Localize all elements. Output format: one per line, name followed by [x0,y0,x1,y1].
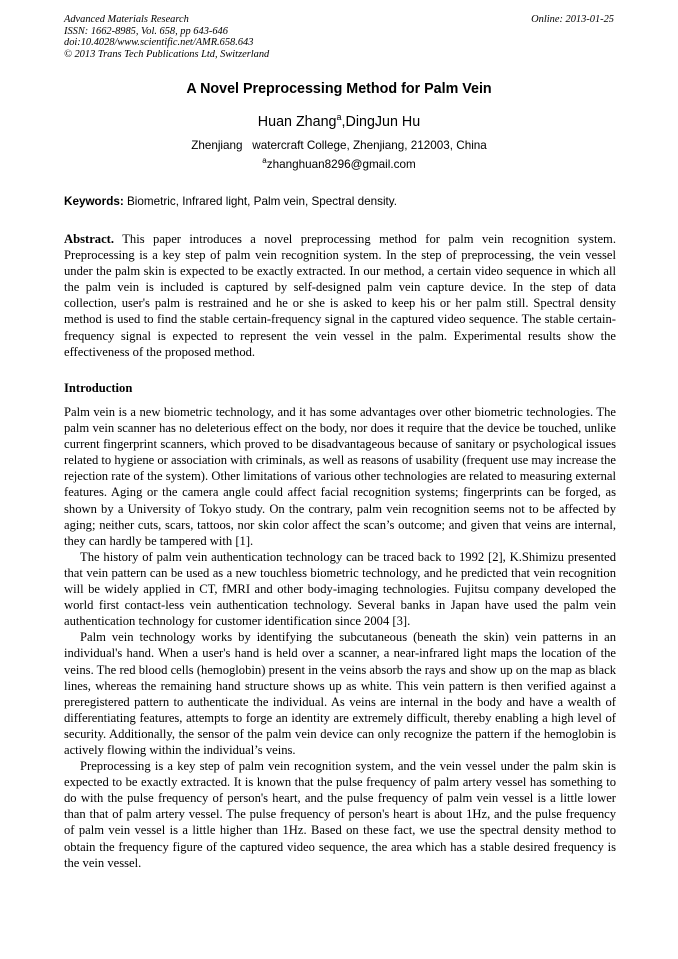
paragraph: Palm vein is a new biometric technology, and it has some advantages over other biometric technologies. The palm vein scanner has no deleterious effect on the body, nor does it require that the device be touched, unlike current fingerprint scanners, which proved to be disadvantageous because of sanitary or psychological issues related to hygiene or association with criminals, as well as reasons of usability (frequent use may increase the rejection rate of the system). Other limitations of various other technologies are related to measuring external features. Aging or the camera angle could affect facial recognition systems; fingerprints can be forged, as shown by a University of Tokyo study. On the contrary, palm vein recognition seems not to be affected by aging; neither cuts, scars, tattoos, nor skin color affect the scan’s outcome; and given that veins are internal, they can hardly be tampered with [1]. [64,405,616,548]
author-name: Huan Zhang [257,114,337,130]
journal-header [64,14,269,60]
author-name: ,DingJun Hu [341,114,421,130]
author-line [0,114,678,130]
keywords-label: Keywords: [64,195,124,208]
email-address[interactable]: zhanghuan8296@gmail.com [266,158,416,171]
author-email [0,158,678,171]
abstract-label: Abstract. [64,232,115,246]
email-superscript: a [262,156,267,165]
introduction-body [64,404,616,871]
keywords-text: Biometric, Infrared light, Palm vein, Spectral density. [123,195,398,208]
online-date: Online: 2013-01-25 [531,14,614,25]
paragraph: The history of palm vein authentication technology can be traced back to 1992 [2], K.Shimizu presented that vein pattern can be used as a new touchless biometric technology, and he predicted that vein recognition will be widely applied in CT, fMRI and other body-imaging technologies. Fujitsu company developed the world first contact-less vein authentication technology. Several banks in Japan have used the palm vein authentication technology for customer identification since 2004 [3]. [64,549,616,629]
author-superscript: a [336,112,342,122]
section-heading: Introduction [64,381,133,395]
copyright-line: © 2013 Trans Tech Publications Ltd, Switzerland [64,48,270,60]
paragraph: Preprocessing is a key step of palm vein recognition system, and the vein vessel under the palm skin is expected to be exactly extracted. It is known that the pulse frequency of palm artery vessel has something to do with the pulse frequency of person's heart, and the pulse frequency of palm vein vessel is a little lower than that of palm artery vessel. The pulse frequency of person's heart is about 1Hz, and the pulse frequency of palm vein vessel is a little higher than 1Hz. Based on these fact, we use the spectral density method to obtain the frequency figure of the captured video sequence, the area which has a stable desired frequency is the vein vessel. [64,759,616,870]
issn-line: ISSN: 1662-8985, Vol. 658, pp 643-646 [64,25,228,37]
doi-line[interactable]: doi:10.4028/www.scientific.net/AMR.658.643 [64,37,254,48]
abstract-text: This paper introduces a novel preprocessing method for palm vein recognition system. Preprocessing is a key step of palm vein recognition system. In the step of preprocessing, the vein vessel under the palm skin is expected to be exactly extracted. In our method, a certain video sequence in which all the palm vein is included is captured by self-designed palm vein capture device. In the step of data collection, user's palm is restrained and he or she is asked to keep his or her palm still. Spectral density method is used to find the stable certain-frequency signal in the captured video sequence. The stable certain-frequency signal is expected to represent the vein vessel in the palm. Experimental results show the effectiveness of the proposed method. [64,232,616,359]
abstract [64,231,616,360]
journal-name: Advanced Materials Research [64,14,189,25]
affiliation: Zhenjiang watercraft College, Zhenjiang, 212003, China [191,139,487,152]
paper-title: A Novel Preprocessing Method for Palm Vein [186,81,492,97]
keywords [64,195,616,208]
paragraph: Palm vein technology works by identifying the subcutaneous (beneath the skin) vein patterns in an individual's hand. When a user's hand is held over a scanner, a near-infrared light maps the location of the veins. The red blood cells (hemoglobin) present in the veins absorb the rays and show up on the map as black lines, whereas the remaining hand structure shows up as white. This vein pattern is then verified against a preregistered pattern to authenticate the individual. As veins are internal in the body and have a wealth of differentiating features, attempts to forge an identity are extremely difficult, thereby enabling a high level of security. Additionally, the sensor of the palm vein device can only recognize the pattern if the hemoglobin is actively flowing within the individual’s veins. [64,630,616,757]
